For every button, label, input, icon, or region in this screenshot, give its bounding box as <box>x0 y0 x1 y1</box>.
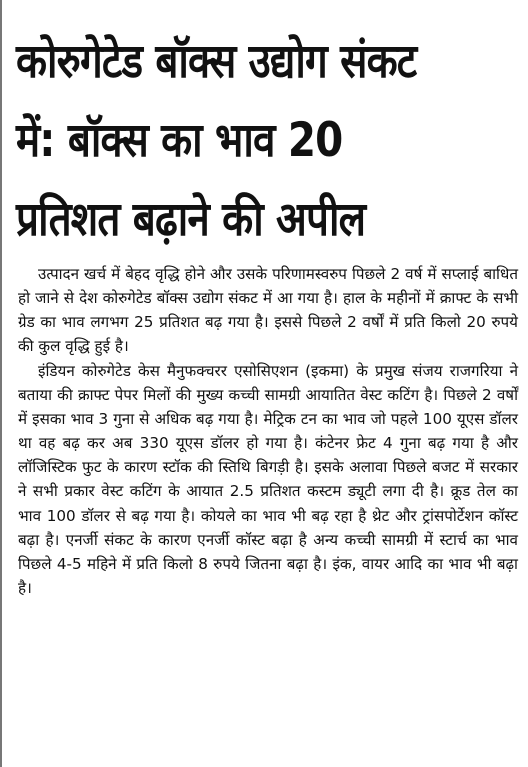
article-headline: कोरुगेटेड बॉक्स उद्योग संकट में: बॉक्स का भाव 20 प्रतिशत बढ़ाने की अपील <box>16 34 417 247</box>
article-paragraph-1: उत्पादन खर्च में बेहद वृद्धि होने और उसके परिणामस्वरुप पिछले 2 वर्ष में सप्लाई बाधित हो जाने से देश कोरुगेटेड बॉक्स उद्योग संकट में आ गया है। हाल के महीनों में क्राफ्ट के सभी ग्रेड का भाव लगभग 25 प्रतिशत बढ़ गया है। इससे पिछले 2 वर्षों में प्रति किलो 20 रुपये की कुल वृद्धि हुई है। <box>18 265 518 356</box>
article-paragraph-2: इंडियन कोरुगेटेड केस मैनुफक्चरर एसोसिएशन (इकमा) के प्रमुख संजय राजगरिया ने बताया की क्राफ्ट पेपर मिलों की मुख्य कच्ची सामग्री आयातित वेस्ट कटिंग है। पिछले 2 वर्षों में इसका भाव 3 गुना से अधिक बढ़ गया है। मेट्रिक टन का भाव जो पहले 100 यूएस डॉलर था वह बढ़ कर अब 330 यूएस डॉलर हो गया है। कंटेनर फ्रेट 4 गुना बढ़ गया है और लॉजिस्टिक फुट के कारण स्टॉक की स्तिथि बिगड़ी है। इसके अलावा पिछले बजट में सरकार ने सभी प्रकार वेस्ट कटिंग के आयात 2.5 प्रतिशत कस्टम ड्यूटी लगा दी है। क्रूड तेल का भाव 100 डॉलर से बढ़ गया है। कोयले का भाव भी बढ़ रहा है थ्रेट और ट्रांसपोर्टेशन कॉस्ट बढ़ा है। एनर्जी संकट के कारण एनर्जी कॉस्ट बढ़ा है अन्य कच्ची सामग्री में स्टार्च का भाव पिछले 4-5 महिने में प्रति किलो 8 रुपये जितना बढ़ा है। इंक, वायर आदि का भाव भी बढ़ा है। <box>18 361 518 598</box>
article-body <box>18 262 518 600</box>
